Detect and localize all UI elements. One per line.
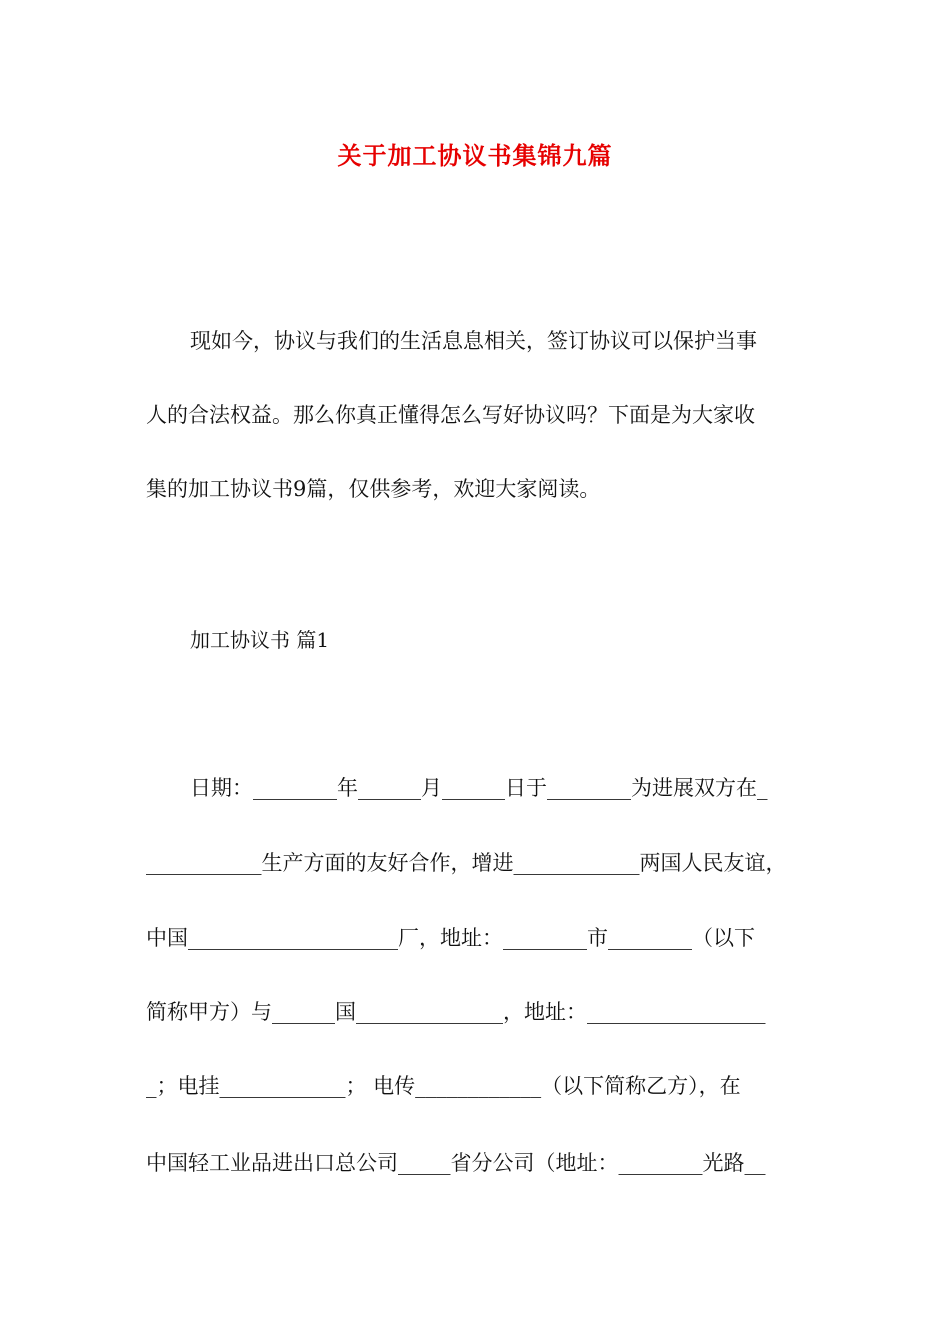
intro-line-1: 现如今，协议与我们的生活息息相关，签订协议可以保护当事 xyxy=(190,329,757,353)
body-line-1: 日期：________年______月______日于________为进展双方在_ xyxy=(190,776,768,800)
intro-line-2: 人的合法权益。那么你真正懂得怎么写好协议吗？下面是为大家收 xyxy=(146,403,755,427)
body-line-3: 中国____________________厂，地址：________市________（以下 xyxy=(146,926,755,950)
body-line-2: ___________生产方面的友好合作，增进____________两国人民友谊， xyxy=(146,851,787,875)
body-line-4: 简称甲方）与______国______________，地址：_________________ xyxy=(146,1000,766,1024)
section-heading: 加工协议书 篇1 xyxy=(190,628,330,652)
intro-line-3: 集的加工协议书9篇，仅供参考，欢迎大家阅读。 xyxy=(146,477,601,501)
body-line-6: 中国轻工业品进出口总公司_____省分公司（地址：________光路__ xyxy=(146,1151,766,1175)
document-title: 关于加工协议书集锦九篇 xyxy=(337,141,613,170)
body-line-5: _；电挂____________； 电传____________（以下简称乙方），在 xyxy=(146,1074,741,1098)
